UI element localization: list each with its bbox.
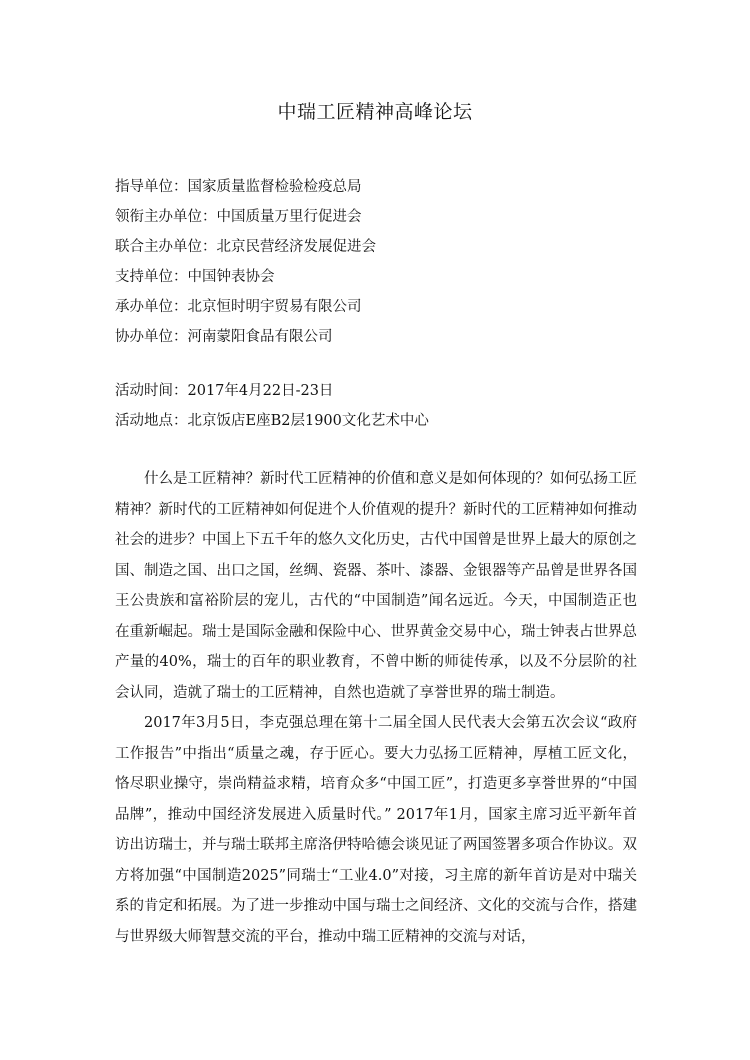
organizer-supporter: 支持单位：中国钟表协会 [115,269,275,285]
organizer-lead-host: 领衔主办单位：中国质量万里行促进会 [115,209,362,225]
paragraph-intro: 什么是工匠精神？新时代工匠精神的价值和意义是如何体现的？如何弘扬工匠精神？新时代的工匠精神如何促进个人价值观的提升？新时代的工匠精神如何推动社会的进步？中国上下五千年的悠久文化历史，古代中国曾是世界上最大的原创之国、制造之国、出口之国，丝绸、瓷器、茶叶、漆器、金银器等产品曾是世界各国王公贵族和富裕阶层的宠儿，古代的“中国制造”闻名远近。今天，中国制造正也在重新崛起。瑞士是国际金融和保险中心、世界黄金交易中心，瑞士钟表占世界总产量的40%，瑞士的百年的职业教育，不曾中断的师徒传承，以及不分层阶的社会认同，造就了瑞士的工匠精神，自然也造就了享誉世界的瑞士制造。 [115,471,637,701]
paragraph-background: 2017年3月5日，李克强总理在第十二届全国人民代表大会第五次会议“政府工作报告”中指出“质量之魂，存于匠心。要大力弘扬工匠精神，厚植工匠文化，恪尽职业操守，崇尚精益求精，培育众多“中国工匠”，打造更多享誉世界的“中国品牌”，推动中国经济发展进入质量时代。” 2017年1月，国家主席习近平新年首访出访瑞士，并与瑞士联邦主席洛伊特哈德会谈见证了两国签署多项合作协议。双方将加强“中国制造2025”同瑞士“工业4.0”对接，习主席的新年首访是对中瑞关系的肯定和拓展。为了进一步推动中国与瑞士之间经济、文化的交流与合作，搭建与世界级大师智慧交流的平台，推动中瑞工匠精神的交流与对话， [115,715,637,945]
organizer-undertaker: 承办单位：北京恒时明宇贸易有限公司 [115,299,362,315]
event-time: 活动时间：2017年4月22日-23日 [115,383,334,399]
organizer-co-host: 联合主办单位：北京民营经济发展促进会 [115,239,376,255]
document-title: 中瑞工匠精神高峰论坛 [277,101,473,123]
event-details [115,376,655,436]
organizer-assistant: 协办单位：河南蒙阳食品有限公司 [115,329,333,345]
event-location: 活动地点：北京饭店E座B2层1900文化艺术中心 [115,413,429,429]
organizer-guiding-unit: 指导单位：国家质量监督检验检疫总局 [115,179,362,195]
body-text [115,464,637,952]
organizer-list [115,172,655,352]
